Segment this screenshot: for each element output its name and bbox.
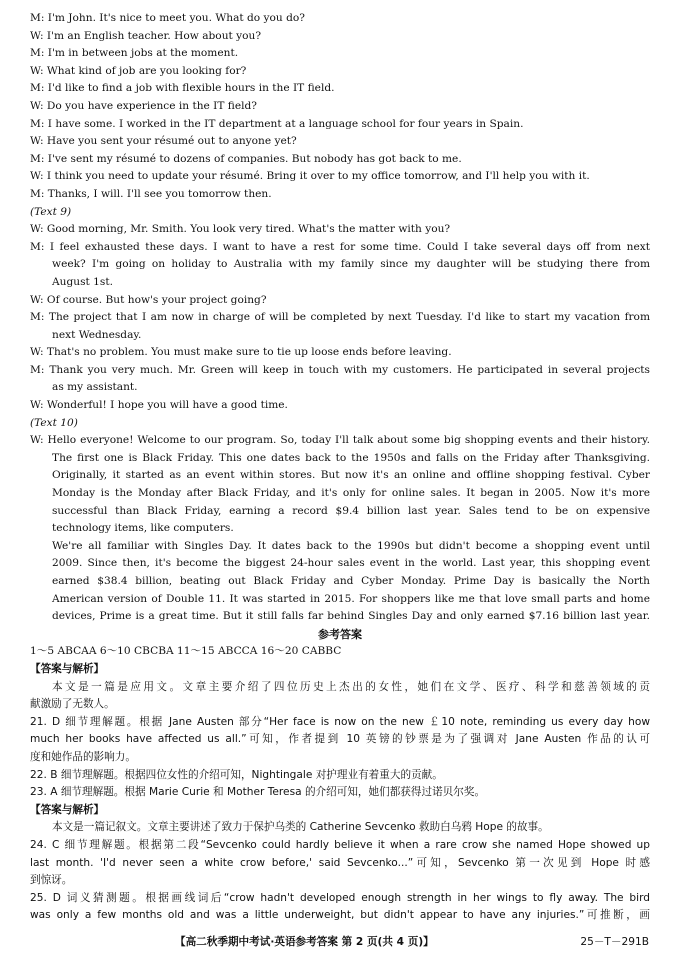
analysis-text: 献激励了无数人。 xyxy=(30,698,115,711)
question-24-explanation: 到惊讶。 xyxy=(30,874,73,887)
text8-line: M: Thanks, I will. I'll see you tomorrow then. xyxy=(30,187,272,200)
text9-line: M: I feel exhausted these days. I want to have a rest for some time. Could I take several days off from next xyxy=(30,240,650,253)
question-22-explanation: 22. B 细节理解题。根据四位女性的介绍可知，Nightingale 对护理业有着重大的贡献。 xyxy=(30,768,443,781)
analysis-text: 本文是一篇是应用文。文章主要介绍了四位历史上杰出的女性，她们在文学、医疗、科学和慈善领域的贡 xyxy=(52,680,650,693)
page-content xyxy=(30,10,650,925)
text9-line: W: Wonderful! I hope you will have a good time. xyxy=(30,399,288,412)
text9-line: W: Of course. But how's your project going? xyxy=(30,293,267,306)
question-24-explanation: 24. C 细节理解题。根据第二段“Sevcenko could hardly believe it when a rare crow she named Hope showed up xyxy=(30,838,650,851)
text10-line: W: Hello everyone! Welcome to our program. So, today I'll talk about some big shopping events and their history. xyxy=(30,434,650,447)
text9-line: as my assistant. xyxy=(52,381,138,394)
text8-line: W: I think you need to update your résumé. Bring it over to my office tomorrow, and I'll help you with it. xyxy=(30,170,590,183)
text9-line: August 1st. xyxy=(52,275,113,288)
text10-line: 2009. Since then, it's become the biggest 24-hour sales event in the world. Last year, this shopping event xyxy=(52,557,650,570)
question-21-explanation: 21. D 细节理解题。根据 Jane Austen 部分“Her face is now on the new ￡10 note, reminding us every day how xyxy=(30,715,650,728)
text10-line: Monday is the Monday after Black Friday, and it's only for online sales. It began in 2005. Now it's more xyxy=(52,487,650,500)
question-23-explanation: 23. A 细节理解题。根据 Marie Curie 和 Mother Teresa 的介绍可知，她们都获得过诺贝尔奖。 xyxy=(30,786,486,799)
text8-line: M: I've sent my résumé to dozens of companies. But nobody has got back to me. xyxy=(30,152,462,165)
text8-line: W: I'm an English teacher. How about you? xyxy=(30,29,262,42)
question-24-explanation: last month. 'I'd never seen a white crow before,' said Sevcenko...”可知，Sevcenko 第一次见到 Hope 时感 xyxy=(30,856,650,869)
page-footer xyxy=(0,934,677,954)
footer-title: 【高二秋季期中考试·英语参考答案 第 2 页(共 4 页)】 xyxy=(175,936,434,948)
text8-line: W: What kind of job are you looking for? xyxy=(30,64,247,77)
text10-label: (Text 10) xyxy=(30,416,78,429)
text10-line: The first one is Black Friday. This one dates back to the 1950s and falls on the Friday after Thanksgiving. xyxy=(52,451,650,464)
text10-line: Originally, it started as an event within stores. But now it's an online and offline shopping festival. Cyber xyxy=(52,469,650,482)
text9-line: W: Good morning, Mr. Smith. You look very tired. What's the matter with you? xyxy=(30,223,451,236)
text10-line: successful than Black Friday, earning a record $9.4 billion last year. Sales tend to be on expensive xyxy=(52,504,650,517)
text10-line: technology items, like computers. xyxy=(52,522,234,535)
text9-line: M: Thank you very much. Mr. Green will keep in touch with my customers. He participated in several projects xyxy=(30,363,650,376)
analysis-text: 本文是一篇记叙文。文章主要讲述了致力于保护乌类的 Catherine Sevcenko 救助白乌鸦 Hope 的故事。 xyxy=(52,821,549,834)
text9-line: next Wednesday. xyxy=(52,328,142,341)
question-25-explanation: was only a few months old and was a little underweight, but didn't appear to have any injuries.”可推断，画 xyxy=(30,909,650,922)
text8-line: M: I'm in between jobs at the moment. xyxy=(30,47,239,60)
question-21-explanation: much her books have affected us all.”可知，作者提到 10 英镑的钞票是为了强调对 Jane Austen 作品的认可 xyxy=(30,733,650,746)
question-21-explanation: 度和她作品的影响力。 xyxy=(30,750,136,763)
text8-line: W: Do you have experience in the IT field? xyxy=(30,99,257,112)
text9-line: W: That's no problem. You must make sure to tie up loose ends before leaving. xyxy=(30,346,452,359)
footer-code: 25－T－291B xyxy=(580,936,649,948)
text10-line: devices, Prime is a great time. But it still falls far behind Singles Day and only earned $7.16 billion last year. xyxy=(52,610,650,623)
text9-label: (Text 9) xyxy=(30,205,72,218)
text10-line: earned $38.4 billion, beating out Black Friday and Cyber Monday. Prime Day is basically the North xyxy=(52,575,650,587)
question-25-explanation: 25. D 词义猜测题。根据画线词后“crow hadn't developed enough strength in her wings to fly away. The bird xyxy=(30,891,650,904)
text8-line: M: I have some. I worked in the IT department at a language school for four years in Spain. xyxy=(30,117,524,130)
text9-line: M: The project that I am now in charge of will be completed by next Tuesday. I'd like to start my vacation from xyxy=(30,311,650,324)
analysis-heading: 【答案与解析】 xyxy=(30,803,105,816)
answer-key: 1～5 ABCAA 6～10 CBCBA 11～15 ABCCA 16～20 CABBC xyxy=(30,645,342,658)
text9-line: week? I'm going on holiday to Australia with my family since my daughter will be studying there from xyxy=(52,258,650,271)
text10-line: We're all familiar with Singles Day. It dates back to the 1990s but didn't become a shopping event until xyxy=(52,539,650,552)
text10-line: American version of Double 11. It was started in 2015. For shoppers like me that love small parts and home xyxy=(52,592,650,605)
answer-title: 参考答案 xyxy=(318,627,362,641)
text8-dialogue xyxy=(30,10,650,204)
text8-line: M: I'd like to find a job with flexible hours in the IT field. xyxy=(30,82,335,95)
analysis-heading: 【答案与解析】 xyxy=(30,662,105,675)
text8-line: M: I'm John. It's nice to meet you. What do you do? xyxy=(30,12,305,24)
text8-line: W: Have you sent your résumé out to anyone yet? xyxy=(30,135,297,148)
